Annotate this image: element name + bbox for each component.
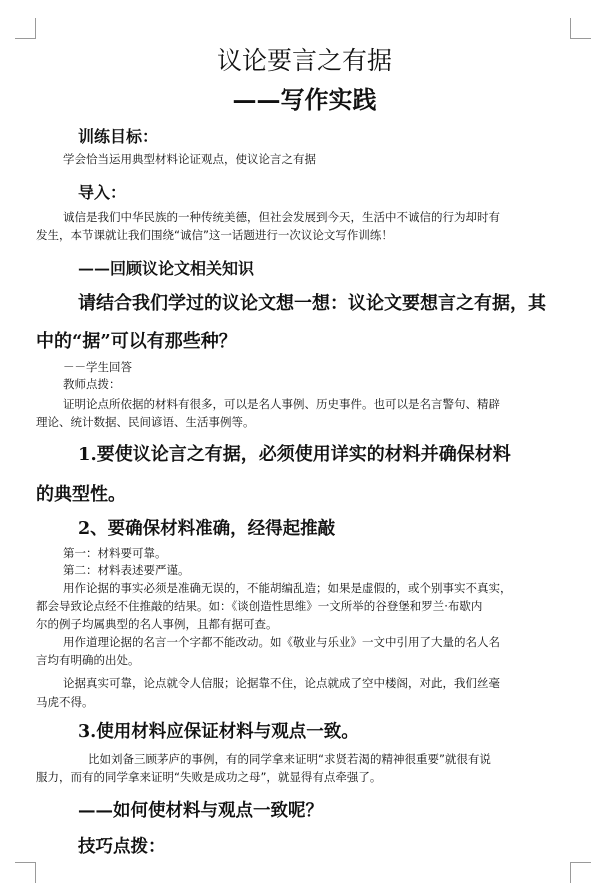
- page-subtitle: ——写作实践: [232, 85, 377, 114]
- example-line-1: 比如刘备三顾茅庐的事例，有的同学拿来证明“求贤若渴的精神很重要”就很有说: [88, 752, 491, 766]
- tips-heading: 技巧点拨：: [78, 837, 166, 857]
- requirement-first: 第一：材料要可靠。: [63, 546, 167, 560]
- goal-text: 学会恰当运用典型材料论证观点，使议论言之有据: [63, 152, 316, 166]
- para-3-line-1: 论据真实可靠，论点就令人信服；论据靠不住，论点就成了空中楼阁，对此，我们丝毫: [63, 676, 500, 690]
- para-1-line-2: 都会导致论点经不住推敲的结果。如：《谈创造性思维》一文所举的谷登堡和罗兰·布歇内: [36, 599, 483, 613]
- point-3-heading: 3.使用材料应保证材料与观点一致。: [78, 722, 359, 742]
- how-heading: ——如何使材料与观点一致呢？: [78, 801, 323, 821]
- question-line-1: 请结合我们学过的议论文想一想：议论文要想言之有据，其: [78, 293, 546, 314]
- para-1-line-3: 尔的例子均属典型的名人事例，且都有据可查。: [36, 617, 278, 631]
- review-heading: ——回顾议论文相关知识: [78, 259, 255, 278]
- page-corner-mark-top-left: [15, 18, 36, 39]
- question-line-2: 中的“据”可以有那些种？: [36, 331, 237, 352]
- requirement-second: 第二：材料表述要严谨。: [63, 563, 190, 577]
- point-1-line-1: 1.要使议论言之有据，必须使用详实的材料并确保材料: [78, 444, 511, 465]
- para-3-line-2: 马虎不得。: [36, 695, 94, 709]
- page-corner-mark-top-right: [570, 18, 591, 39]
- intro-line-1: 诚信是我们中华民族的一种传统美德，但社会发展到今天，生活中不诚信的行为却时有: [63, 210, 500, 224]
- page-title: 议论要言之有据: [216, 46, 392, 75]
- teacher-line-2: 理论、统计数据、民间谚语、生活事例等。: [36, 415, 255, 429]
- point-1-line-2: 的典型性。: [36, 484, 126, 505]
- student-answer: －－学生回答: [63, 360, 132, 374]
- example-line-2: 服力，而有的同学拿来证明“失败是成功之母”，就显得有点牵强了。: [36, 770, 382, 784]
- intro-heading: 导入：: [78, 183, 127, 202]
- point-2-heading: 2、要确保材料准确，经得起推敲: [78, 519, 336, 539]
- intro-line-2: 发生，本节课就让我们围绕“诚信”这一话题进行一次议论文写作训练！: [36, 228, 393, 242]
- para-1-line-1: 用作论据的事实必须是准确无误的，不能胡编乱造；如果是虚假的，或个别事实不真实，: [63, 581, 512, 595]
- teacher-label: 教师点拨：: [63, 377, 121, 391]
- page-corner-mark-bottom-left: [15, 862, 36, 883]
- page-corner-mark-bottom-right: [570, 862, 591, 883]
- goal-heading: 训练目标：: [78, 127, 159, 146]
- teacher-line-1: 证明论点所依据的材料有很多，可以是名人事例、历史事件。也可以是名言警句、精辟: [63, 397, 500, 411]
- para-2-line-2: 言均有明确的出处。: [36, 653, 140, 667]
- para-2-line-1: 用作道理论据的名言一个字都不能改动。如《敬业与乐业》一文中引用了大量的名人名: [63, 635, 500, 649]
